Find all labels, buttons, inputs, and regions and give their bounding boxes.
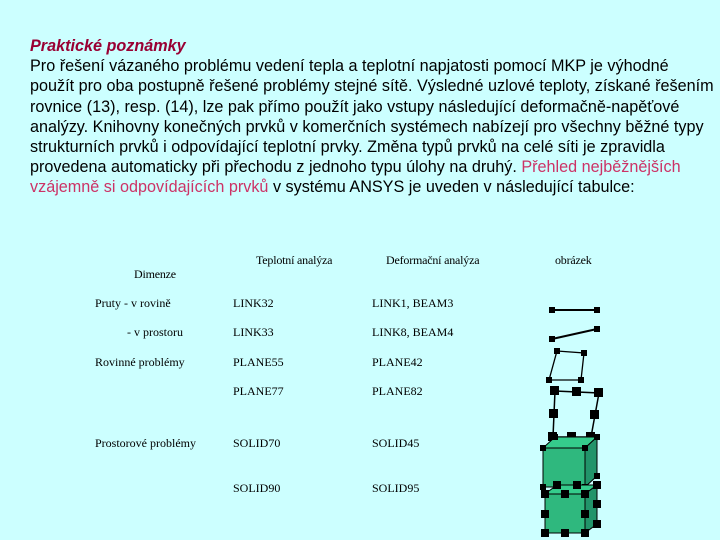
notes-main-text: Pro řešení vázaného problému vedení tepla a teplotní napjatosti pomocí MKP je výhodné použít pro oba postupně řešené problémy stejné sítě. Výsledné uzlové teploty, získané řešením rovnice (13), resp. (14), lze pak přímo použít jako vstupy následující deformačně-napěťové analýzy. Knihovny konečných prvků v komerčních systémech nabízejí pro všechny běžné typy strukturních prvků i odpovídající teplotní prvky. Změna typů prvků na celé síti je zpravidla provedena automaticky při přechodu z jednoho typu úlohy na druhý. xyxy=(30,57,714,177)
row-5-dimension: Prostorové problémy xyxy=(95,436,196,450)
header-structural: Deformační analýza xyxy=(386,253,480,267)
row-2-dimension: - v prostoru xyxy=(127,325,183,339)
row-2-thermal: LINK33 xyxy=(233,325,274,339)
brick-20-node-element-figure xyxy=(541,481,601,537)
link-2d-element-figure xyxy=(549,307,600,313)
link-3d-element-figure xyxy=(549,326,600,342)
quad-4-node-element-figure xyxy=(546,348,587,383)
notes-highlight-text: Přehled nejběžnějších vzájemně si odpovídajících prvků xyxy=(30,158,681,197)
row-1-thermal: LINK32 xyxy=(233,296,274,310)
row-4-thermal: PLANE77 xyxy=(233,384,284,398)
row-5-structural: SOLID45 xyxy=(372,436,420,450)
notes-heading: Praktické poznámky xyxy=(30,37,186,55)
row-1-dimension: Pruty - v rovině xyxy=(95,296,171,310)
row-5-thermal: SOLID70 xyxy=(233,436,281,450)
row-3-thermal: PLANE55 xyxy=(233,355,284,369)
header-thermal: Teplotní analýza xyxy=(256,253,333,267)
row-4-structural: PLANE82 xyxy=(372,384,423,398)
notes-tail-text: v systému ANSYS je uveden v následující tabulce: xyxy=(272,178,635,197)
row-1-structural: LINK1, BEAM3 xyxy=(372,296,454,310)
row-3-dimension: Rovinné problémy xyxy=(95,355,185,369)
row-3-structural: PLANE42 xyxy=(372,355,423,369)
row-6-thermal: SOLID90 xyxy=(233,481,281,495)
row-6-structural: SOLID95 xyxy=(372,481,420,495)
brick-8-node-element-figure xyxy=(540,434,600,490)
header-picture: obrázek xyxy=(555,253,592,267)
quad-8-node-element-figure xyxy=(548,386,603,441)
header-dimension: Dimenze xyxy=(134,267,176,281)
row-2-structural: LINK8, BEAM4 xyxy=(372,325,454,339)
